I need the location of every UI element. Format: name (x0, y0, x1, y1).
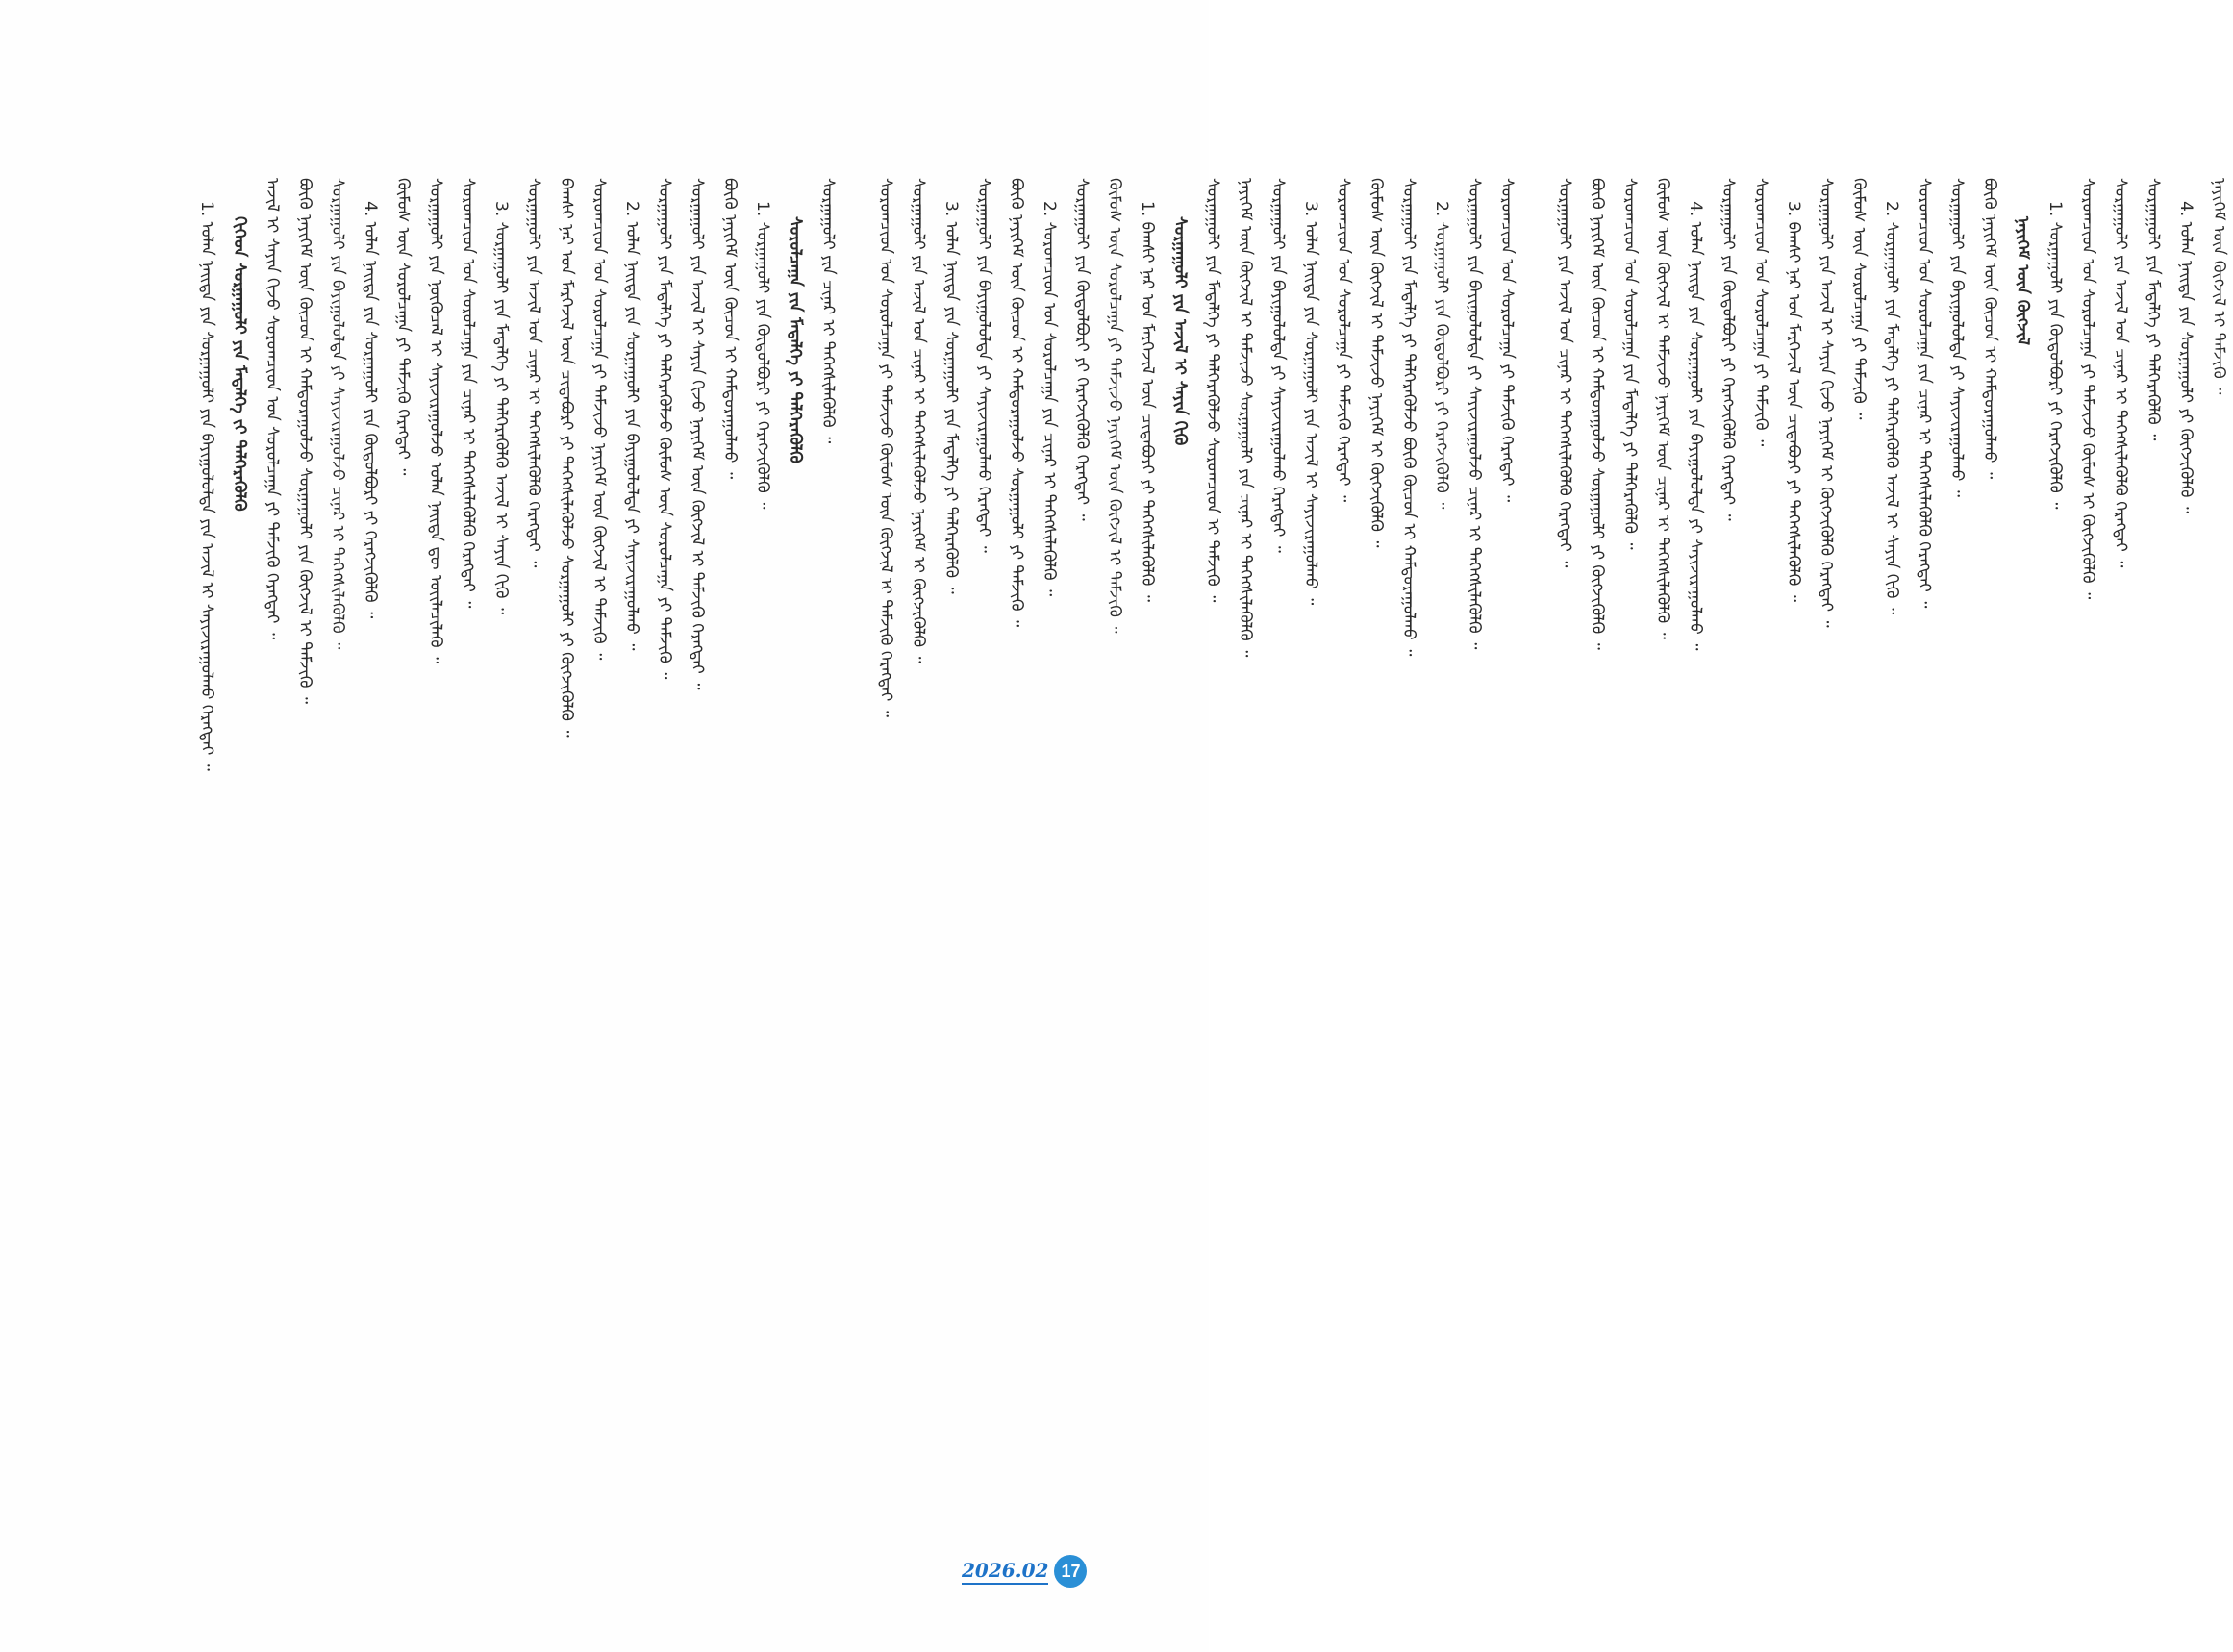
text-column-left (192, 178, 842, 1438)
text-line: ᠰᠤᠷᠤᠭᠴᠢᠳ ᠤᠨ ᠰᠤᠷᠤᠯᠴᠠᠭᠠ ᠶᠢ ᠳᠡᠮᠵᠢᠬᠦ ᠬᠡᠷᠡᠭᠲᠡᠢ ᠃ (1334, 178, 1353, 503)
text-line: ᠰᠤᠷᠭᠠᠭᠤᠯᠢ ᠶᠢᠨ ᠪᠠᠶᠢᠭᠤᠯᠤᠯᠲᠠ ᠶᠢ ᠰᠠᠶᠢᠵᠢᠷᠠᠭᠤᠯᠵᠤ ᠴᠢᠨᠠᠷ ᠢ ᠳᠡᠭᠡᠭᠰᠢᠯᠡᠭᠦᠯᠬᠦ ᠃ (1465, 178, 1484, 650)
text-line: 3. ᠪᠠᠭᠰᠢ ᠨᠠᠷ ᠤᠨ ᠮᠡᠷᠭᠡᠵᠢᠯ ᠦᠨ ᠴᠢᠳᠠᠪᠤᠷᠢ ᠶᠢ ᠳᠡᠭᠡᠭᠰᠢᠯᠡᠭᠦᠯᠬᠦ ᠃ (1784, 201, 1803, 602)
text-line: ᠬᠦᠮᠦᠰ ᠦᠨ ᠰᠤᠷᠤᠯᠴᠠᠭᠠ ᠶᠢ ᠳᠡᠮᠵᠢᠵᠦ ᠨᠡᠶᠢᠭᠡᠮ ᠦᠨ ᠬᠥᠭᠵᠢᠯ ᠢ ᠳᠡᠮᠵᠢᠬᠦ ᠃ (1105, 178, 1124, 634)
text-column-middle (871, 178, 1521, 1438)
text-line: ᠰᠤᠷᠭᠠᠭᠤᠯᠢ ᠶᠢᠨ ᠠᠵᠢᠯ ᠤᠨ ᠴᠢᠨᠠᠷ ᠢ ᠳᠡᠭᠡᠭᠰᠢᠯᠡᠭᠦᠯᠬᠦ ᠬᠡᠷᠡᠭᠲᠡᠢ ᠃ (2111, 178, 2130, 568)
text-line: ᠪᠦᠬᠦ ᠨᠡᠶᠢᠭᠡᠮ ᠦᠨ ᠬᠦᠴᠦᠨ ᠢ ᠬᠠᠮᠲᠤᠷᠠᠭᠤᠯᠵᠤ ᠰᠤᠷᠭᠠᠭᠤᠯᠢ ᠶᠢ ᠬᠥᠭᠵᠢᠭᠦᠯᠬᠦ ᠃ (1588, 178, 1607, 650)
text-line: ᠰᠤᠷᠭᠠᠭᠤᠯᠢ ᠶᠢᠨ ᠪᠠᠶᠢᠭᠤᠯᠤᠯᠲᠠ ᠶᠢ ᠰᠠᠶᠢᠵᠢᠷᠠᠭᠤᠯᠵᠤ ᠴᠢᠨᠠᠷ ᠢ ᠳᠡᠭᠡᠭᠰᠢᠯᠡᠭᠦᠯᠬᠦ ᠃ (328, 178, 347, 650)
text-line: ᠰᠤᠷᠭᠠᠭᠤᠯᠢ ᠶᠢᠨ ᠬᠥᠲᠥᠯᠪᠦᠷᠢ ᠶᠢ ᠬᠡᠷᠡᠭᠵᠢᠭᠦᠯᠬᠦ ᠬᠡᠷᠡᠭᠲᠡᠢ ᠃ (1072, 178, 1091, 521)
text-line: ᠠᠵᠢᠯ ᠢ ᠰᠠᠶᠢᠨ ᠬᠢᠵᠦ ᠰᠤᠷᠤᠭᠴᠢᠳ ᠤᠨ ᠰᠤᠷᠤᠯᠴᠠᠭᠠ ᠶᠢ ᠳᠡᠮᠵᠢᠬᠦ ᠬᠡᠷᠡᠭᠲᠡᠢ ᠃ (263, 178, 282, 640)
text-line: ᠰᠤᠷᠤᠭᠴᠢᠳ ᠤᠨ ᠰᠤᠷᠤᠯᠴᠠᠭᠠ ᠶᠢ ᠳᠡᠮᠵᠢᠵᠦ ᠬᠦᠮᠦᠰ ᠦᠨ ᠬᠥᠭᠵᠢᠯ ᠢ ᠳᠡᠮᠵᠢᠬᠦ ᠬᠡᠷᠡᠭᠲᠡᠢ ᠃ (876, 178, 895, 717)
text-line: ᠰᠤᠷᠭᠠᠭᠤᠯᠢ ᠶᠢᠨ ᠠᠵᠢᠯ ᠤᠨ ᠴᠢᠨᠠᠷ ᠢ ᠳᠡᠭᠡᠭᠰᠢᠯᠡᠭᠦᠯᠬᠦ ᠬᠡᠷᠡᠭᠲᠡᠢ ᠃ (1555, 178, 1574, 568)
text-line: 3. ᠣᠯᠠᠨ ᠨᠡᠢᠲᠡ ᠶᠢᠨ ᠰᠤᠷᠭᠠᠭᠤᠯᠢ ᠶᠢᠨ ᠮᠡᠳᠡᠯᠭᠡ ᠶᠢ ᠳᠡᠯᠭᠡᠷᠡᠭᠦᠯᠬᠦ ᠃ (941, 201, 961, 594)
text-line: ᠰᠤᠷᠤᠭᠴᠢᠳ ᠤᠨ ᠰᠤᠷᠤᠯᠴᠠᠭᠠ ᠶᠢᠨ ᠴᠢᠨᠠᠷ ᠢ ᠳᠡᠭᠡᠭᠰᠢᠯᠡᠭᠦᠯᠬᠦ ᠬᠡᠷᠡᠭᠲᠡᠢ ᠃ (1915, 178, 1934, 609)
text-line: 2. ᠣᠯᠠᠨ ᠨᠡᠢᠲᠡ ᠶᠢᠨ ᠰᠤᠷᠭᠠᠭᠤᠯᠢ ᠶᠢᠨ ᠪᠠᠶᠢᠭᠤᠯᠤᠯᠲᠠ ᠶᠢ ᠰᠠᠶᠢᠵᠢᠷᠠᠭᠤᠯᠬᠤ ᠃ (622, 201, 641, 651)
text-line: 1. ᠣᠯᠠᠨ ᠨᠡᠢᠲᠡ ᠶᠢᠨ ᠰᠤᠷᠭᠠᠭᠤᠯᠢ ᠶᠢᠨ ᠪᠠᠶᠢᠭᠤᠯᠤᠯᠲᠠ ᠶᠢᠨ ᠠᠵᠢᠯ ᠢ ᠰᠠᠶᠢᠵᠢᠷᠠᠭᠤᠯᠬᠤ ᠬᠡᠷᠡᠭᠲᠡᠢ ᠃ (197, 201, 216, 771)
section-heading: ᠰᠤᠷᠭᠠᠭᠤᠯᠢ ᠶᠢᠨ ᠠᠵᠢᠯ ᠢ ᠰᠠᠶᠢᠨ ᠬᠢᠬᠦ (1170, 216, 1190, 446)
text-line: ᠪᠦᠬᠦ ᠨᠡᠶᠢᠭᠡᠮ ᠦᠨ ᠬᠦᠴᠦᠨ ᠢ ᠬᠠᠮᠲᠤᠷᠠᠭᠤᠯᠵᠤ ᠰᠤᠷᠭᠠᠭᠤᠯᠢ ᠶᠢ ᠳᠡᠮᠵᠢᠬᠦ ᠃ (1007, 178, 1026, 628)
text-line: ᠬᠦᠮᠦᠰ ᠦᠨ ᠰᠤᠷᠤᠯᠴᠠᠭᠠ ᠶᠢ ᠳᠡᠮᠵᠢᠬᠦ ᠬᠡᠷᠡᠭᠲᠡᠢ ᠃ (393, 178, 413, 476)
text-line: ᠬᠦᠮᠦᠰ ᠦᠨ ᠰᠤᠷᠤᠯᠴᠠᠭᠠ ᠶᠢ ᠳᠡᠮᠵᠢᠬᠦ ᠃ (1849, 178, 1869, 420)
text-line: ᠪᠦᠬᠦ ᠨᠡᠶᠢᠭᠡᠮ ᠦᠨ ᠬᠦᠴᠦᠨ ᠢ ᠬᠠᠮᠲᠤᠷᠠᠭᠤᠯᠵᠤ ᠰᠤᠷᠭᠠᠭᠤᠯᠢ ᠶᠢᠨ ᠬᠥᠭᠵᠢᠯ ᠢ ᠳᠡᠮᠵᠢᠬᠦ ᠃ (295, 178, 314, 704)
text-line: ᠪᠠᠭᠰᠢ ᠨᠠᠷ ᠤᠨ ᠮᠡᠷᠭᠡᠵᠢᠯ ᠦᠨ ᠴᠢᠳᠠᠪᠤᠷᠢ ᠶᠢ ᠳᠡᠭᠡᠭᠰᠢᠯᠡᠭᠦᠯᠵᠦ ᠰᠤᠷᠭᠠᠭᠤᠯᠢ ᠶᠢ ᠬᠥᠭᠵᠢᠭᠦᠯᠬᠦ ᠃ (557, 178, 576, 738)
section-heading: ᠰᠤᠷᠤᠯᠴᠠᠭᠠ ᠶᠢᠨ ᠮᠡᠳᠡᠯᠭᠡ ᠶᠢ ᠳᠡᠯᠭᠡᠷᠡᠭᠦᠯᠬᠦ (786, 216, 805, 463)
text-line: ᠰᠤᠷᠭᠠᠭᠤᠯᠢ ᠶᠢᠨ ᠪᠠᠶᠢᠭᠤᠯᠤᠯᠲᠠ ᠶᠢ ᠰᠠᠶᠢᠵᠢᠷᠠᠭᠤᠯᠬᠤ ᠬᠡᠷᠡᠭᠲᠡᠢ ᠃ (974, 178, 993, 553)
text-line: ᠰᠤᠷᠤᠭᠴᠢᠳ ᠤᠨ ᠰᠤᠷᠤᠯᠴᠠᠭᠠ ᠶᠢ ᠳᠡᠮᠵᠢᠬᠦ ᠃ (1751, 178, 1770, 447)
page-footer (962, 1555, 1087, 1588)
text-line: ᠨᠡᠶᠢᠭᠡᠮ ᠦᠨ ᠬᠥᠭᠵᠢᠯ ᠢ ᠳᠡᠮᠵᠢᠬᠦ ᠃ (2209, 178, 2228, 395)
text-line: 4. ᠣᠯᠠᠨ ᠨᠡᠢᠲᠡ ᠶᠢᠨ ᠰᠤᠷᠭᠠᠭᠤᠯᠢ ᠶᠢᠨ ᠬᠥᠲᠥᠯᠪᠦᠷᠢ ᠶᠢ ᠬᠡᠷᠡᠭᠵᠢᠭᠦᠯᠬᠦ ᠃ (361, 201, 380, 619)
text-line: ᠰᠤᠷᠤᠭᠴᠢᠳ ᠤᠨ ᠰᠤᠷᠤᠯᠴᠠᠭᠠ ᠶᠢᠨ ᠴᠢᠨᠠᠷ ᠢ ᠳᠡᠭᠡᠭᠰᠢᠯᠡᠭᠦᠯᠬᠦ ᠬᠡᠷᠡᠭᠲᠡᠢ ᠃ (459, 178, 478, 609)
issue-date: 2026.02 (962, 1559, 1048, 1585)
text-line: ᠰᠤᠷᠭᠠᠭᠤᠯᠢ ᠶᠢᠨ ᠬᠥᠲᠥᠯᠪᠦᠷᠢ ᠶᠢ ᠬᠡᠷᠡᠭᠵᠢᠭᠦᠯᠬᠦ ᠬᠡᠷᠡᠭᠲᠡᠢ ᠃ (1719, 178, 1738, 521)
text-line: 4. ᠣᠯᠠᠨ ᠨᠡᠢᠲᠡ ᠶᠢᠨ ᠰᠤᠷᠭᠠᠭᠤᠯᠢ ᠶᠢᠨ ᠪᠠᠶᠢᠭᠤᠯᠤᠯᠲᠠ ᠶᠢ ᠰᠠᠶᠢᠵᠢᠷᠠᠭᠤᠯᠬᠤ ᠃ (1686, 201, 1705, 651)
text-line: ᠰᠤᠷᠭᠠᠭᠤᠯᠢ ᠶᠢᠨ ᠪᠠᠶᠢᠭᠤᠯᠤᠯᠲᠠ ᠶᠢ ᠰᠠᠶᠢᠵᠢᠷᠠᠭᠤᠯᠬᠤ ᠃ (1947, 178, 1967, 497)
section-heading: ᠬᠢᠭᠡᠳ ᠰᠤᠷᠭᠠᠭᠤᠯᠢ ᠶᠢᠨ ᠮᠡᠳᠡᠯᠭᠡ ᠵᠢ ᠳᠡᠯᠭᠡᠷᠡᠭᠦᠯᠬᠦ (230, 216, 249, 512)
text-line: ᠰᠤᠷᠤᠭᠴᠢᠳ ᠤᠨ ᠰᠤᠷᠤᠯᠴᠠᠭᠠ ᠶᠢ ᠳᠡᠮᠵᠢᠬᠦ ᠬᠡᠷᠡᠭᠲᠡᠢ ᠃ (1497, 178, 1517, 503)
text-line: ᠬᠦᠮᠦᠰ ᠦᠨ ᠬᠥᠭᠵᠢᠯ ᠢ ᠳᠡᠮᠵᠢᠵᠦ ᠨᠡᠶᠢᠭᠡᠮ ᠦᠨ ᠴᠢᠨᠠᠷ ᠢ ᠳᠡᠭᠡᠭᠰᠢᠯᠡᠭᠦᠯᠬᠦ ᠃ (1653, 178, 1672, 639)
text-line: 3. ᠰᠤᠷᠭᠠᠭᠤᠯᠢ ᠶᠢᠨ ᠮᠡᠳᠡᠯᠭᠡ ᠶᠢ ᠳᠡᠯᠭᠡᠷᠡᠭᠦᠯᠬᠦ ᠠᠵᠢᠯ ᠢ ᠰᠠᠶᠢᠨ ᠬᠢᠬᠦ ᠃ (491, 201, 511, 615)
text-line: ᠰᠤᠷᠭᠠᠭᠤᠯᠢ ᠶᠢᠨ ᠮᠡᠳᠡᠯᠭᠡ ᠶᠢ ᠳᠡᠯᠭᠡᠷᠡᠭᠦᠯᠵᠦ ᠰᠤᠷᠤᠭᠴᠢᠳ ᠢ ᠳᠡᠮᠵᠢᠬᠦ ᠃ (1203, 178, 1222, 603)
text-line: ᠰᠤᠷᠭᠠᠭᠤᠯᠢ ᠶᠢᠨ ᠨᠥᠬᠥᠴᠡᠯ ᠢ ᠰᠠᠶᠢᠵᠢᠷᠠᠭᠤᠯᠵᠤ ᠣᠯᠠᠨ ᠨᠡᠢᠲᠡ ᠳᠦ ᠦᠢᠯᠡᠴᠢᠯᠡᠬᠦ ᠃ (426, 178, 445, 664)
text-line: ᠰᠤᠷᠭᠠᠭᠤᠯᠢ ᠶᠢᠨ ᠮᠡᠳᠡᠯᠭᠡ ᠶᠢ ᠳᠡᠯᠭᠡᠷᠡᠭᠦᠯᠬᠦ ᠃ (2144, 178, 2163, 441)
text-line: ᠰᠤᠷᠭᠠᠭᠤᠯᠢ ᠶᠢᠨ ᠪᠠᠶᠢᠭᠤᠯᠤᠯᠲᠠ ᠶᠢ ᠰᠠᠶᠢᠵᠢᠷᠠᠭᠤᠯᠬᠤ ᠬᠡᠷᠡᠭᠲᠡᠢ ᠃ (1268, 178, 1288, 553)
text-line: ᠰᠤᠷᠭᠠᠭᠤᠯᠢ ᠶᠢᠨ ᠮᠡᠳᠡᠯᠭᠡ ᠶᠢ ᠳᠡᠯᠭᠡᠷᠡᠭᠦᠯᠵᠦ ᠬᠦᠮᠦᠰ ᠦᠨ ᠰᠤᠷᠤᠯᠴᠠᠭᠠ ᠶᠢ ᠳᠡᠮᠵᠢᠬᠦ ᠃ (655, 178, 674, 680)
text-line: 1. ᠰᠤᠷᠭᠠᠭᠤᠯᠢ ᠶᠢᠨ ᠬᠥᠲᠥᠯᠪᠦᠷᠢ ᠶᠢ ᠬᠡᠷᠡᠭᠵᠢᠭᠦᠯᠬᠦ ᠃ (2045, 201, 2065, 510)
text-line: 2. ᠰᠤᠷᠤᠭᠴᠢᠳ ᠤᠨ ᠰᠤᠷᠤᠯᠴᠠᠭᠠ ᠶᠢᠨ ᠴᠢᠨᠠᠷ ᠢ ᠳᠡᠭᠡᠭᠰᠢᠯᠡᠭᠦᠯᠬᠦ ᠃ (1040, 201, 1059, 597)
text-line: ᠬᠦᠮᠦᠰ ᠦᠨ ᠬᠥᠭᠵᠢᠯ ᠢ ᠳᠡᠮᠵᠢᠵᠦ ᠨᠡᠶᠢᠭᠡᠮ ᠢ ᠬᠥᠭᠵᠢᠭᠦᠯᠬᠦ ᠃ (1367, 178, 1386, 548)
text-line: 2. ᠰᠤᠷᠭᠠᠭᠤᠯᠢ ᠶᠢᠨ ᠬᠥᠲᠥᠯᠪᠦᠷᠢ ᠶᠢ ᠬᠡᠷᠡᠭᠵᠢᠭᠦᠯᠬᠦ ᠃ (1432, 201, 1451, 510)
text-line: ᠰᠤᠷᠤᠭᠴᠢᠳ ᠤᠨ ᠰᠤᠷᠤᠯᠴᠠᠭᠠ ᠶᠢ ᠳᠡᠮᠵᠢᠵᠦ ᠬᠦᠮᠦᠰ ᠢ ᠬᠥᠭᠵᠢᠭᠦᠯᠬᠦ ᠃ (2078, 178, 2097, 600)
text-line: ᠪᠦᠬᠦ ᠨᠡᠶᠢᠭᠡᠮ ᠦᠨ ᠬᠦᠴᠦᠨ ᠢ ᠬᠠᠮᠲᠤᠷᠠᠭᠤᠯᠬᠤ ᠃ (720, 178, 740, 480)
text-line: 2. ᠰᠤᠷᠭᠠᠭᠤᠯᠢ ᠶᠢᠨ ᠮᠡᠳᠡᠯᠭᠡ ᠶᠢ ᠳᠡᠯᠭᠡᠷᠡᠭᠦᠯᠬᠦ ᠠᠵᠢᠯ ᠢ ᠰᠠᠶᠢᠨ ᠬᠢᠬᠦ ᠃ (1882, 201, 1901, 615)
text-line: ᠪᠦᠬᠦ ᠨᠡᠶᠢᠭᠡᠮ ᠦᠨ ᠬᠦᠴᠦᠨ ᠢ ᠬᠠᠮᠲᠤᠷᠠᠭᠤᠯᠬᠤ ᠃ (1980, 178, 1999, 480)
text-line: ᠰᠤᠷᠤᠭᠴᠢᠳ ᠤᠨ ᠰᠤᠷᠤᠯᠴᠠᠭᠠ ᠶᠢᠨ ᠮᠡᠳᠡᠯᠭᠡ ᠶᠢ ᠳᠡᠯᠭᠡᠷᠡᠭᠦᠯᠬᠦ ᠃ (1620, 178, 1640, 550)
text-line: 3. ᠣᠯᠠᠨ ᠨᠡᠢᠲᠡ ᠶᠢᠨ ᠰᠤᠷᠭᠠᠭᠤᠯᠢ ᠶᠢᠨ ᠠᠵᠢᠯ ᠢ ᠰᠠᠶᠢᠵᠢᠷᠠᠭᠤᠯᠬᠤ ᠃ (1301, 201, 1320, 606)
text-column-right (1550, 178, 2233, 1438)
text-line: ᠨᠡᠶᠢᠭᠡᠮ ᠦᠨ ᠬᠥᠭᠵᠢᠯ ᠢ ᠳᠡᠮᠵᠢᠵᠦ ᠰᠤᠷᠭᠠᠭᠤᠯᠢ ᠶᠢᠨ ᠴᠢᠨᠠᠷ ᠢ ᠳᠡᠭᠡᠭᠰᠢᠯᠡᠭᠦᠯᠬᠦ ᠃ (1236, 178, 1255, 658)
section-heading: ᠨᠡᠶᠢᠭᠡᠮ ᠦᠨ ᠬᠥᠭᠵᠢᠯ (2013, 216, 2032, 346)
text-line: ᠰᠤᠷᠭᠠᠭᠤᠯᠢ ᠶᠢᠨ ᠠᠵᠢᠯ ᠢ ᠰᠠᠶᠢᠨ ᠬᠢᠵᠦ ᠨᠡᠶᠢᠭᠡᠮ ᠢ ᠬᠥᠭᠵᠢᠭᠦᠯᠬᠦ ᠬᠡᠷᠡᠭᠲᠡᠢ ᠃ (1817, 178, 1836, 628)
text-columns (192, 178, 2228, 1438)
text-line: ᠰᠤᠷᠭᠠᠭᠤᠯᠢ ᠶᠢᠨ ᠠᠵᠢᠯ ᠤᠨ ᠴᠢᠨᠠᠷ ᠢ ᠳᠡᠭᠡᠭᠰᠢᠯᠡᠭᠦᠯᠬᠦ ᠬᠡᠷᠡᠭᠲᠡᠢ ᠃ (524, 178, 543, 568)
text-line: 1. ᠪᠠᠭᠰᠢ ᠨᠠᠷ ᠤᠨ ᠮᠡᠷᠭᠡᠵᠢᠯ ᠦᠨ ᠴᠢᠳᠠᠪᠤᠷᠢ ᠶᠢ ᠳᠡᠭᠡᠭᠰᠢᠯᠡᠭᠦᠯᠬᠦ ᠃ (1138, 201, 1157, 602)
text-line: ᠰᠤᠷᠭᠠᠭᠤᠯᠢ ᠶᠢᠨ ᠮᠡᠳᠡᠯᠭᠡ ᠶᠢ ᠳᠡᠯᠭᠡᠷᠡᠭᠦᠯᠵᠦ ᠪᠦᠬᠦ ᠬᠦᠴᠦᠨ ᠢ ᠬᠠᠮᠲᠤᠷᠠᠭᠤᠯᠬᠤ ᠃ (1399, 178, 1418, 657)
text-line: ᠰᠤᠷᠭᠠᠭᠤᠯᠢ ᠶᠢᠨ ᠴᠢᠨᠠᠷ ᠢ ᠳᠡᠭᠡᠭᠰᠢᠯᠡᠭᠦᠯᠬᠦ ᠃ (818, 178, 838, 444)
text-line: ᠰᠤᠷᠤᠭᠴᠢᠳ ᠤᠨ ᠰᠤᠷᠤᠯᠴᠠᠭᠠ ᠶᠢ ᠳᠡᠮᠵᠢᠵᠦ ᠨᠡᠶᠢᠭᠡᠮ ᠦᠨ ᠬᠥᠭᠵᠢᠯ ᠢ ᠳᠡᠮᠵᠢᠬᠦ ᠃ (590, 178, 609, 661)
page-number-badge: 17 (1054, 1555, 1087, 1588)
text-line: 4. ᠣᠯᠠᠨ ᠨᠡᠢᠲᠡ ᠶᠢᠨ ᠰᠤᠷᠭᠠᠭᠤᠯᠢ ᠶᠢ ᠬᠥᠭᠵᠢᠭᠦᠯᠬᠦ ᠃ (2176, 201, 2195, 513)
text-line: 1. ᠰᠤᠷᠭᠠᠭᠤᠯᠢ ᠶᠢᠨ ᠬᠥᠲᠥᠯᠪᠦᠷᠢ ᠶᠢ ᠬᠡᠷᠡᠭᠵᠢᠭᠦᠯᠬᠦ ᠃ (753, 201, 772, 510)
text-line: ᠰᠤᠷᠭᠠᠭᠤᠯᠢ ᠶᠢᠨ ᠠᠵᠢᠯ ᠤᠨ ᠴᠢᠨᠠᠷ ᠢ ᠳᠡᠭᠡᠭᠰᠢᠯᠡᠭᠦᠯᠵᠦ ᠨᠡᠶᠢᠭᠡᠮ ᠢ ᠬᠥᠭᠵᠢᠭᠦᠯᠬᠦ ᠃ (909, 178, 928, 663)
text-line: ᠰᠤᠷᠭᠠᠭᠤᠯᠢ ᠶᠢᠨ ᠠᠵᠢᠯ ᠢ ᠰᠠᠶᠢᠨ ᠬᠢᠵᠦ ᠨᠡᠶᠢᠭᠡᠮ ᠦᠨ ᠬᠥᠭᠵᠢᠯ ᠢ ᠳᠡᠮᠵᠢᠬᠦ ᠬᠡᠷᠡᠭᠲᠡᠢ ᠃ (688, 178, 707, 690)
